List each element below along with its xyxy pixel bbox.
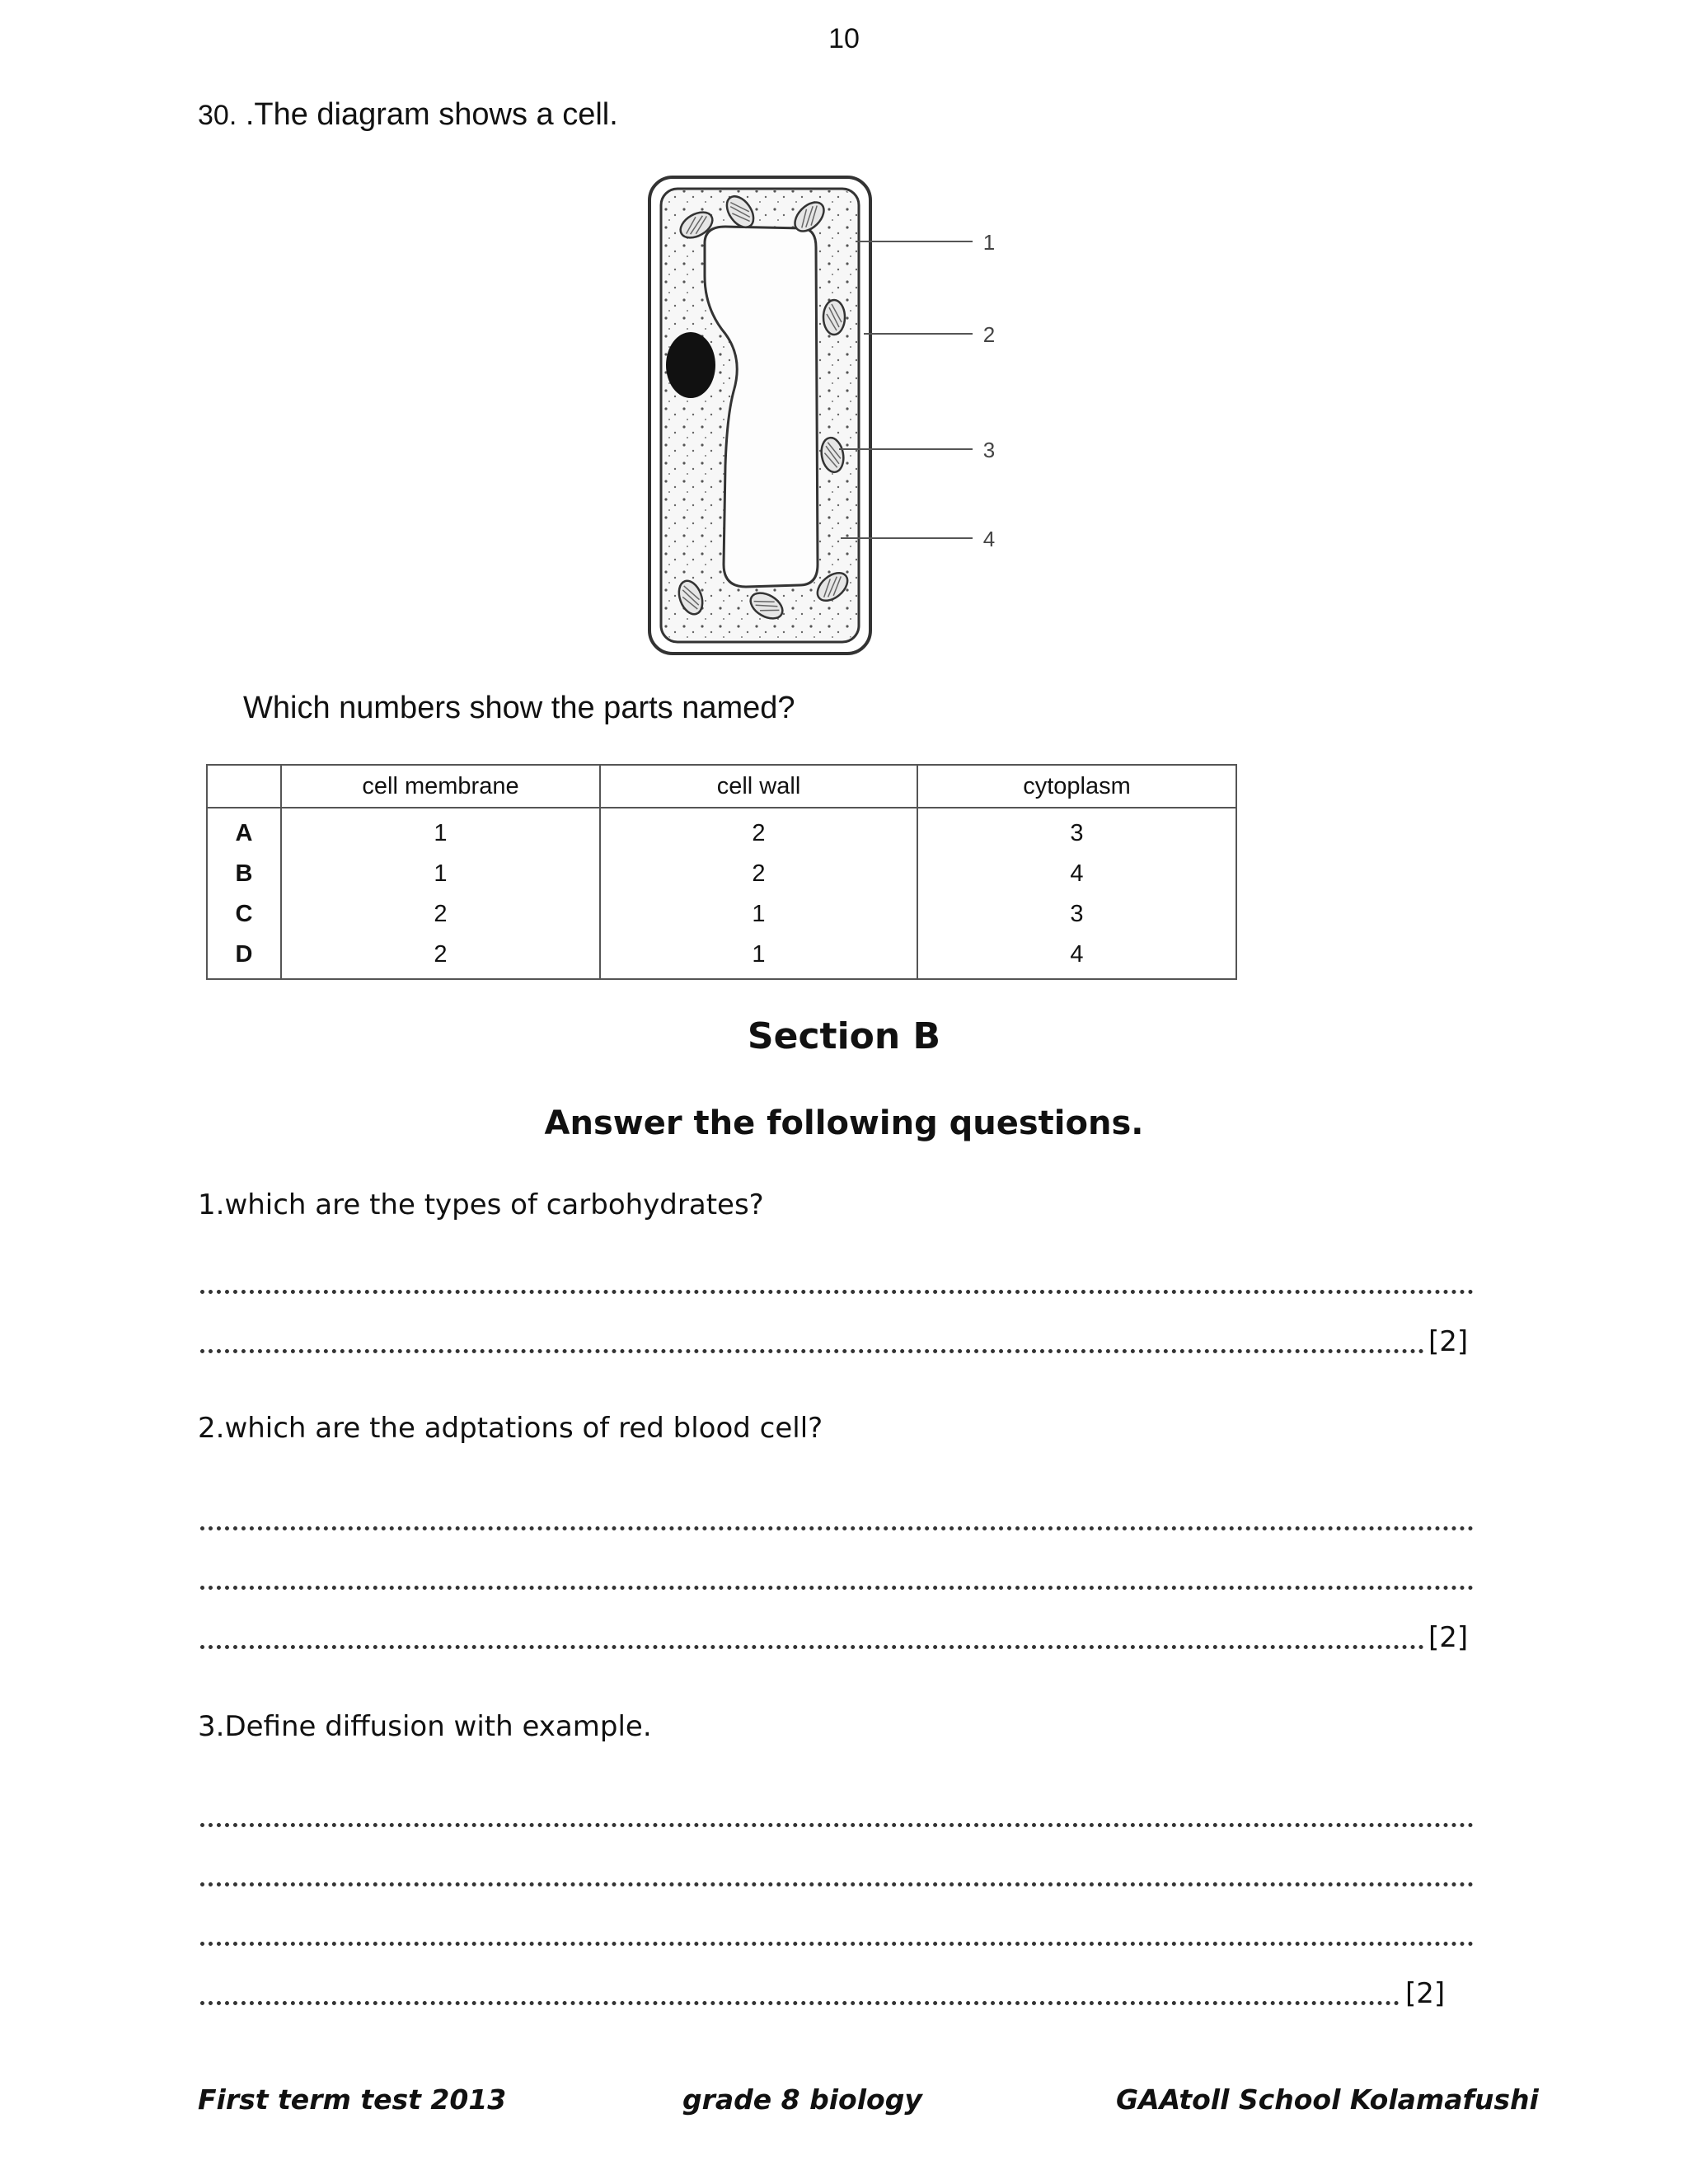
option-letter: D xyxy=(207,935,281,979)
answer-line[interactable] xyxy=(200,1265,1474,1294)
table-header: cell membrane xyxy=(281,765,600,808)
table-header-row xyxy=(207,765,1236,808)
label-1: 1 xyxy=(982,230,996,255)
table-header xyxy=(207,765,281,808)
table-row xyxy=(207,935,1236,979)
marks-label: [2] xyxy=(1428,1621,1469,1654)
answer-options-table xyxy=(206,764,1237,980)
table-cell: 3 xyxy=(917,808,1236,854)
plant-cell-diagram xyxy=(626,169,1022,663)
question-30 xyxy=(198,97,618,133)
answer-line[interactable] xyxy=(200,1858,1474,1886)
table-header: cell wall xyxy=(600,765,917,808)
page-number: 10 xyxy=(828,23,860,54)
table-cell: 3 xyxy=(917,894,1236,935)
footer-subject: grade 8 biology xyxy=(682,2083,922,2116)
footer-test-name: First term test 2013 xyxy=(198,2083,507,2116)
answer-line[interactable] xyxy=(200,1798,1474,1827)
option-letter: C xyxy=(207,894,281,935)
nucleus xyxy=(666,332,715,398)
table-row xyxy=(207,808,1236,854)
table-cell: 4 xyxy=(917,854,1236,894)
marks-label: [2] xyxy=(1405,1977,1446,2010)
table-cell: 2 xyxy=(600,854,917,894)
option-letter: B xyxy=(207,854,281,894)
question-1: 1.which are the types of carbohydrates? xyxy=(198,1188,764,1221)
answer-line[interactable] xyxy=(200,1620,1424,1649)
table-cell: 4 xyxy=(917,935,1236,979)
table-cell: 2 xyxy=(600,808,917,854)
option-letter: A xyxy=(207,808,281,854)
table-row xyxy=(207,854,1236,894)
table-cell: 1 xyxy=(281,808,600,854)
answer-line[interactable] xyxy=(200,1502,1474,1530)
marks-label: [2] xyxy=(1428,1325,1469,1358)
table-prompt: Which numbers show the parts named? xyxy=(243,691,795,725)
table-cell: 2 xyxy=(281,935,600,979)
footer-school: GAAtoll School Kolamafushi xyxy=(1116,2083,1539,2116)
table-cell: 1 xyxy=(600,894,917,935)
question-number: 30. xyxy=(198,100,237,131)
table-cell: 1 xyxy=(281,854,600,894)
answer-line[interactable] xyxy=(200,1561,1474,1590)
answer-line[interactable] xyxy=(200,1324,1424,1353)
label-3: 3 xyxy=(982,438,996,462)
section-instruction: Answer the following questions. xyxy=(544,1104,1144,1142)
question-text: .The diagram shows a cell. xyxy=(245,97,618,132)
chloroplast xyxy=(823,300,845,335)
answer-line[interactable] xyxy=(200,1917,1474,1946)
question-2: 2.which are the adptations of red blood cell? xyxy=(198,1412,823,1445)
label-2: 2 xyxy=(982,322,996,347)
label-4: 4 xyxy=(982,527,996,551)
table-header: cytoplasm xyxy=(917,765,1236,808)
question-3: 3.Define diffusion with example. xyxy=(198,1710,652,1743)
section-title: Section B xyxy=(747,1015,941,1057)
table-cell: 2 xyxy=(281,894,600,935)
table-cell: 1 xyxy=(600,935,917,979)
table-row xyxy=(207,894,1236,935)
answer-line[interactable] xyxy=(200,1976,1400,2005)
